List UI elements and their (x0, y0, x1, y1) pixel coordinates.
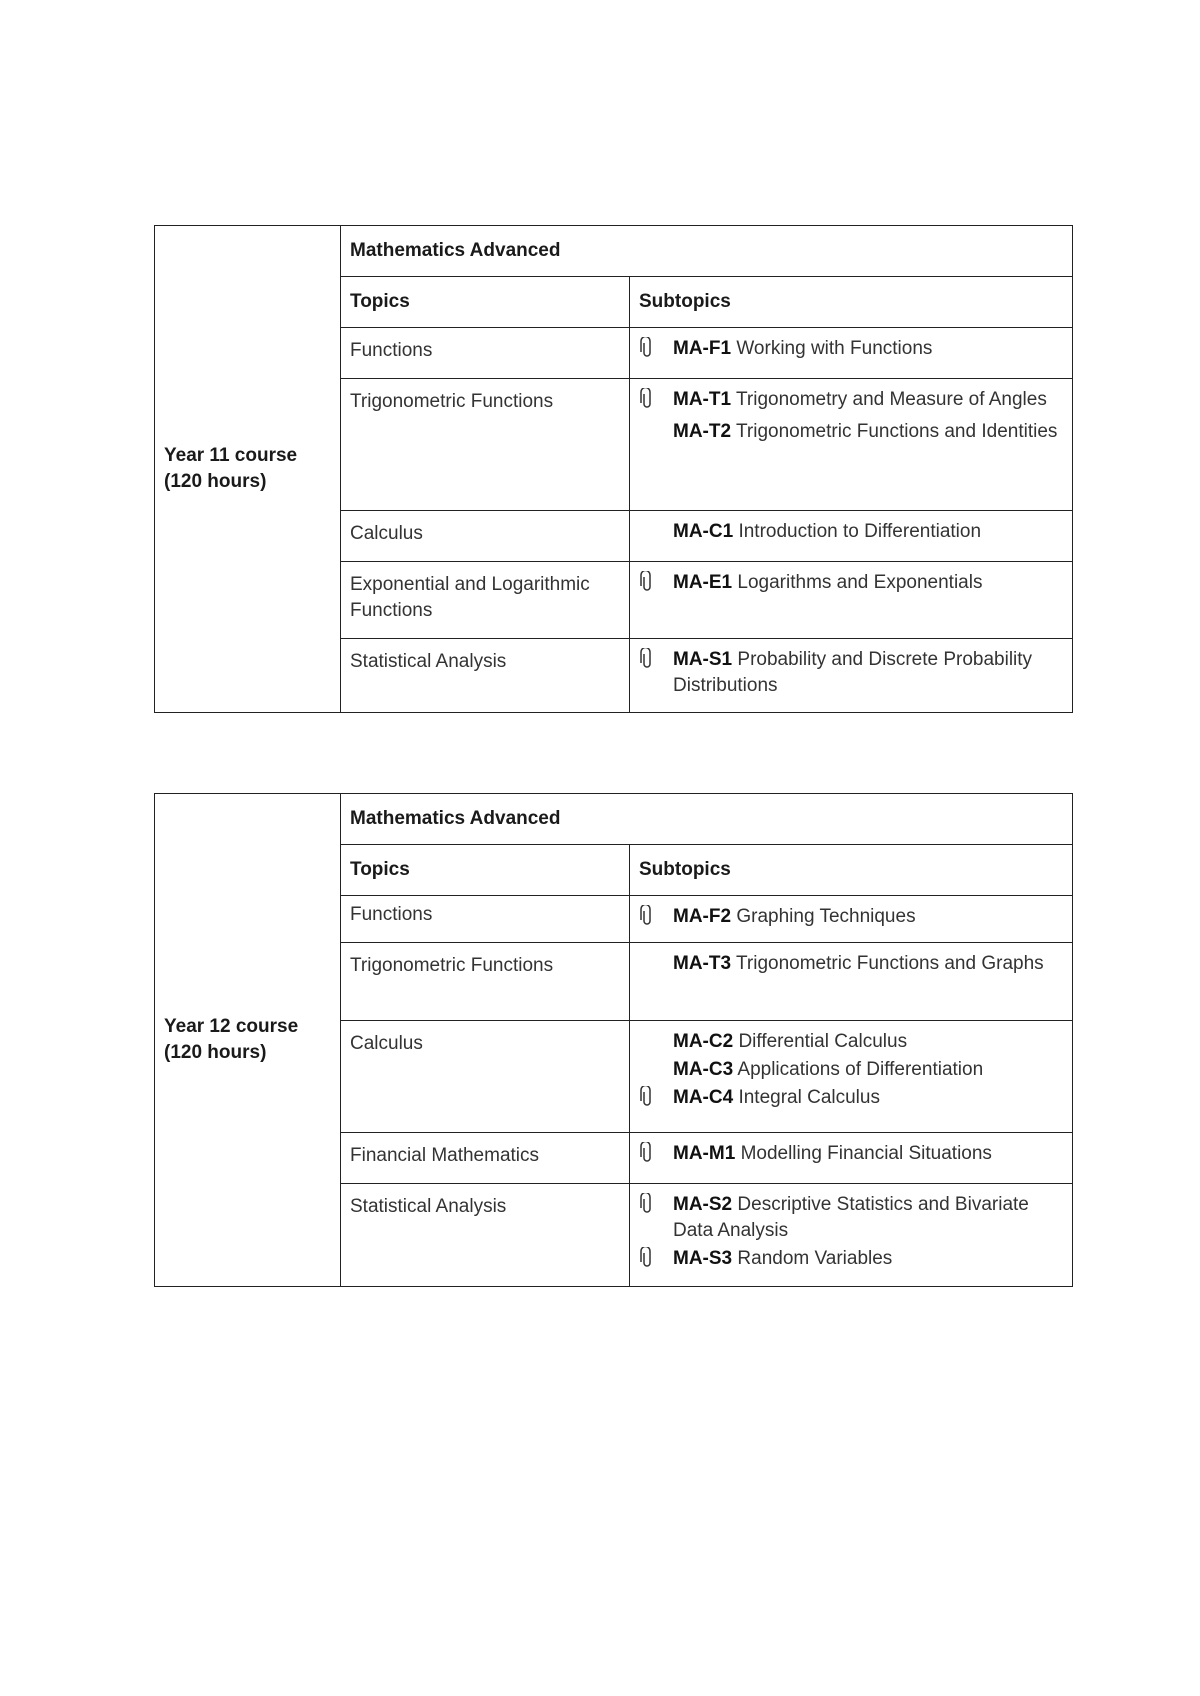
subtopic-item[interactable] (639, 570, 1062, 596)
topic-cell: Trigonometric Functions (341, 943, 630, 1021)
topics-header: Topics (341, 277, 630, 328)
subtopic-code: MA-M1 (673, 1143, 736, 1164)
topic-cell: Statistical Analysis (341, 639, 630, 713)
topics-header: Topics (341, 845, 630, 896)
subtopic-code: MA-T2 (673, 421, 732, 442)
topic-cell: Statistical Analysis (341, 1184, 630, 1287)
subtopic-item[interactable] (639, 1246, 1062, 1272)
course-name: Year 12 course (164, 1016, 299, 1037)
paperclip-icon[interactable] (640, 905, 654, 927)
subtopics-header: Subtopics (630, 845, 1073, 896)
subtopic-title: Modelling Financial Situations (740, 1143, 992, 1164)
course-hours: (120 hours) (164, 1042, 267, 1063)
subtopic-item[interactable] (639, 647, 1062, 699)
course-hours: (120 hours) (164, 471, 267, 492)
course-label-cell (155, 226, 341, 713)
year-11-course-table (154, 225, 1073, 713)
course-label-cell (155, 794, 341, 1287)
subtopic-title: Differential Calculus (738, 1031, 908, 1052)
subtopics-cell (630, 1184, 1073, 1287)
subtopic-item[interactable] (639, 951, 1062, 977)
table-header-row (155, 226, 1073, 277)
subtopic-code: MA-S2 (673, 1194, 733, 1215)
course-name: Year 11 course (164, 445, 298, 466)
subtopic-item[interactable] (639, 1085, 1062, 1111)
subject-title: Mathematics Advanced (341, 226, 1073, 277)
subtopic-code: MA-C4 (673, 1087, 734, 1108)
paperclip-icon[interactable] (640, 648, 654, 670)
subtopic-code: MA-F1 (673, 338, 732, 359)
topic-cell: Functions (341, 896, 630, 943)
subtopics-cell (630, 1021, 1073, 1133)
subtopics-cell (630, 639, 1073, 713)
subtopics-cell (630, 379, 1073, 511)
subtopic-code: MA-E1 (673, 572, 733, 593)
subtopics-cell (630, 328, 1073, 379)
subtopics-header: Subtopics (630, 277, 1073, 328)
subtopic-item[interactable] (639, 904, 1062, 930)
subtopics-cell (630, 943, 1073, 1021)
subtopic-code: MA-S3 (673, 1248, 733, 1269)
topic-cell: Functions (341, 328, 630, 379)
paperclip-icon[interactable] (640, 1142, 654, 1164)
year-12-course-table (154, 793, 1073, 1287)
subtopics-cell (630, 562, 1073, 639)
subtopic-code: MA-T3 (673, 953, 732, 974)
subtopic-title: Trigonometry and Measure of Angles (736, 389, 1047, 410)
topic-cell: Financial Mathematics (341, 1133, 630, 1184)
subtopics-cell (630, 511, 1073, 562)
subtopic-title: Integral Calculus (738, 1087, 880, 1108)
subtopic-title: Working with Functions (736, 338, 933, 359)
paperclip-icon[interactable] (640, 1247, 654, 1269)
subtopic-code: MA-T1 (673, 389, 732, 410)
paperclip-icon[interactable] (640, 571, 654, 593)
topic-cell: Exponential and Logarithmic Functions (341, 562, 630, 639)
subtopic-title: Applications of Differentiation (737, 1059, 984, 1080)
paperclip-icon[interactable] (640, 1193, 654, 1215)
table-header-row (155, 794, 1073, 845)
subtopic-title: Descriptive Statistics and Bivariate Data Analysis (673, 1194, 1029, 1241)
topic-cell: Calculus (341, 1021, 630, 1133)
subtopic-code: MA-C3 (673, 1059, 734, 1080)
subtopic-item[interactable] (639, 419, 1062, 445)
subtopic-title: Introduction to Differentiation (738, 521, 982, 542)
subtopic-title: Logarithms and Exponentials (737, 572, 983, 593)
subtopic-item[interactable] (639, 1192, 1062, 1244)
subtopic-code: MA-C1 (673, 521, 734, 542)
topic-cell: Trigonometric Functions (341, 379, 630, 511)
subtopic-item[interactable] (639, 387, 1062, 413)
topic-cell: Calculus (341, 511, 630, 562)
subtopic-title: Trigonometric Functions and Graphs (736, 953, 1044, 974)
subject-title: Mathematics Advanced (341, 794, 1073, 845)
paperclip-icon[interactable] (640, 1086, 654, 1108)
subtopic-title: Random Variables (737, 1248, 893, 1269)
subtopic-code: MA-C2 (673, 1031, 734, 1052)
paperclip-icon[interactable] (640, 337, 654, 359)
paperclip-icon[interactable] (640, 388, 654, 410)
subtopic-item[interactable] (639, 519, 1062, 545)
subtopic-code: MA-S1 (673, 649, 733, 670)
subtopic-title: Graphing Techniques (736, 906, 916, 927)
subtopic-item[interactable] (639, 1141, 1062, 1167)
subtopic-item[interactable] (639, 336, 1062, 362)
subtopic-item[interactable] (639, 1057, 1062, 1083)
subtopic-item[interactable] (639, 1029, 1062, 1055)
subtopics-cell (630, 1133, 1073, 1184)
subtopic-title: Probability and Discrete Probability Distributions (673, 649, 1033, 696)
subtopic-code: MA-F2 (673, 906, 732, 927)
subtopics-cell (630, 896, 1073, 943)
subtopic-title: Trigonometric Functions and Identities (736, 421, 1058, 442)
